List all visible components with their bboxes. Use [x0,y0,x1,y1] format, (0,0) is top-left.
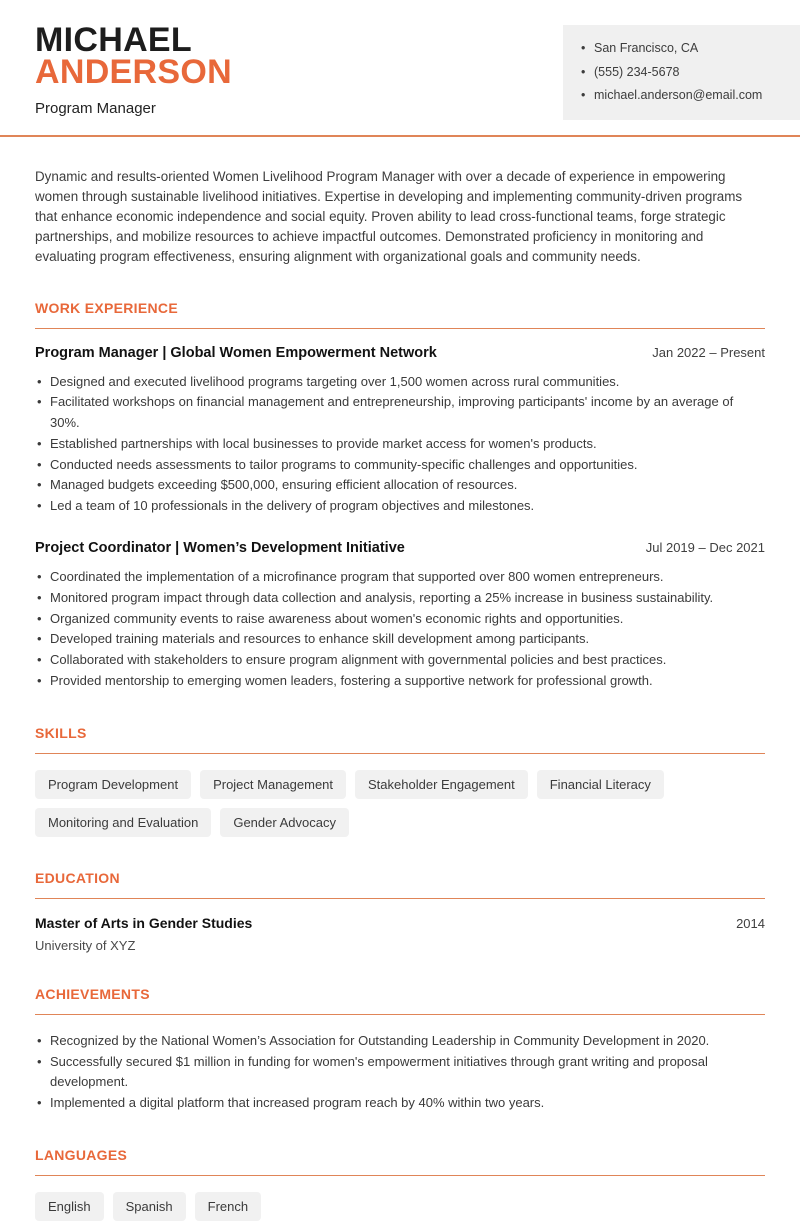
bullet-item: • Managed budgets exceeding $500,000, ensuring efficient allocation of resources. [35,475,765,496]
contact-list [581,37,786,108]
language-chip: Spanish [113,1192,186,1221]
resume-body [0,167,800,1221]
job-entry [35,540,765,692]
contact-email: • michael.anderson@email.com [581,84,786,108]
candidate-role: Program Manager [35,100,232,117]
language-chip: French [195,1192,261,1221]
section-skills [35,725,765,837]
summary-paragraph: Dynamic and results-oriented Women Livelihood Program Manager with over a decade of experience in empowering women through sustainable livelihood initiatives. Expertise in developing and implementing community-driven programs that enhance economic independence and social equity. Proven ability to lead cross-functional teams, forge strategic partnerships, and mobilize resources to achieve impactful outcomes. Demonstrated proficiency in monitoring and evaluating program effectiveness, ensuring alignment with organizational goals and community needs. [35,167,765,267]
contact-location: • San Francisco, CA [581,37,786,61]
last-name: ANDERSON [35,56,232,88]
job-entry [35,345,765,518]
languages-chip-list [35,1192,765,1221]
bullet-item: • Implemented a digital platform that increased program reach by 40% within two years. [35,1093,765,1114]
job-entry-title: Project Coordinator | Women’s Development Initiative [35,540,405,556]
school-name: University of XYZ [35,938,765,953]
bullet-item: • Conducted needs assessments to tailor programs to community-specific challenges and opportunities. [35,455,765,476]
skill-chip: Monitoring and Evaluation [35,808,211,837]
job-entry-dates: Jan 2022 – Present [652,345,765,360]
bullet-item: • Established partnerships with local businesses to provide market access for women's products. [35,434,765,455]
achievements-list [35,1031,765,1114]
bullet-item: • Designed and executed livelihood programs targeting over 1,500 women across rural communities. [35,372,765,393]
bullet-item: • Collaborated with stakeholders to ensure program alignment with governmental policies and best practices. [35,650,765,671]
section-work-experience [35,300,765,692]
bullet-item: • Coordinated the implementation of a microfinance program that supported over 800 women entrepreneurs. [35,567,765,588]
bullet-item: • Recognized by the National Women’s Association for Outstanding Leadership in Community Development in 2020. [35,1031,765,1052]
education-heading: EDUCATION [35,870,765,899]
skill-chip: Project Management [200,770,346,799]
bullet-item: • Developed training materials and resources to enhance skill development among participants. [35,629,765,650]
section-achievements [35,986,765,1114]
skills-chip-list [35,770,765,837]
skill-chip: Program Development [35,770,191,799]
job-entry-head [35,540,765,556]
candidate-name [35,24,232,88]
bullet-item: • Monitored program impact through data collection and analysis, reporting a 25% increase in business sustainability. [35,588,765,609]
skill-chip: Financial Literacy [537,770,664,799]
job-bullet-list [35,567,765,692]
contact-card [563,25,800,120]
skills-heading: SKILLS [35,725,765,754]
section-education [35,870,765,953]
education-entry [35,915,765,953]
degree-title: Master of Arts in Gender Studies [35,915,252,931]
header-divider [0,135,800,137]
language-chip: English [35,1192,104,1221]
job-entry-head [35,345,765,361]
skill-chip: Gender Advocacy [220,808,349,837]
job-entry-title: Program Manager | Global Women Empowerment Network [35,345,437,361]
bullet-item: • Led a team of 10 professionals in the delivery of program objectives and milestones. [35,496,765,517]
bullet-item: • Organized community events to raise awareness about women's economic rights and opportunities. [35,609,765,630]
section-languages [35,1147,765,1221]
education-entry-head [35,915,765,931]
name-block [35,24,232,117]
bullet-item: • Provided mentorship to emerging women leaders, fostering a supportive network for professional growth. [35,671,765,692]
languages-heading: LANGUAGES [35,1147,765,1176]
skill-chip: Stakeholder Engagement [355,770,528,799]
contact-phone: • (555) 234-5678 [581,61,786,85]
bullet-item: • Successfully secured $1 million in funding for women's empowerment initiatives through grant writing and proposal development. [35,1052,765,1094]
achievements-heading: ACHIEVEMENTS [35,986,765,1015]
job-entry-dates: Jul 2019 – Dec 2021 [646,540,765,555]
job-bullet-list [35,372,765,518]
graduation-year: 2014 [736,916,765,931]
first-name: MICHAEL [35,24,232,56]
work-experience-heading: WORK EXPERIENCE [35,300,765,329]
bullet-item: • Facilitated workshops on financial management and entrepreneurship, improving participants' income by an average of 30%. [35,392,765,434]
resume-header [0,0,800,120]
